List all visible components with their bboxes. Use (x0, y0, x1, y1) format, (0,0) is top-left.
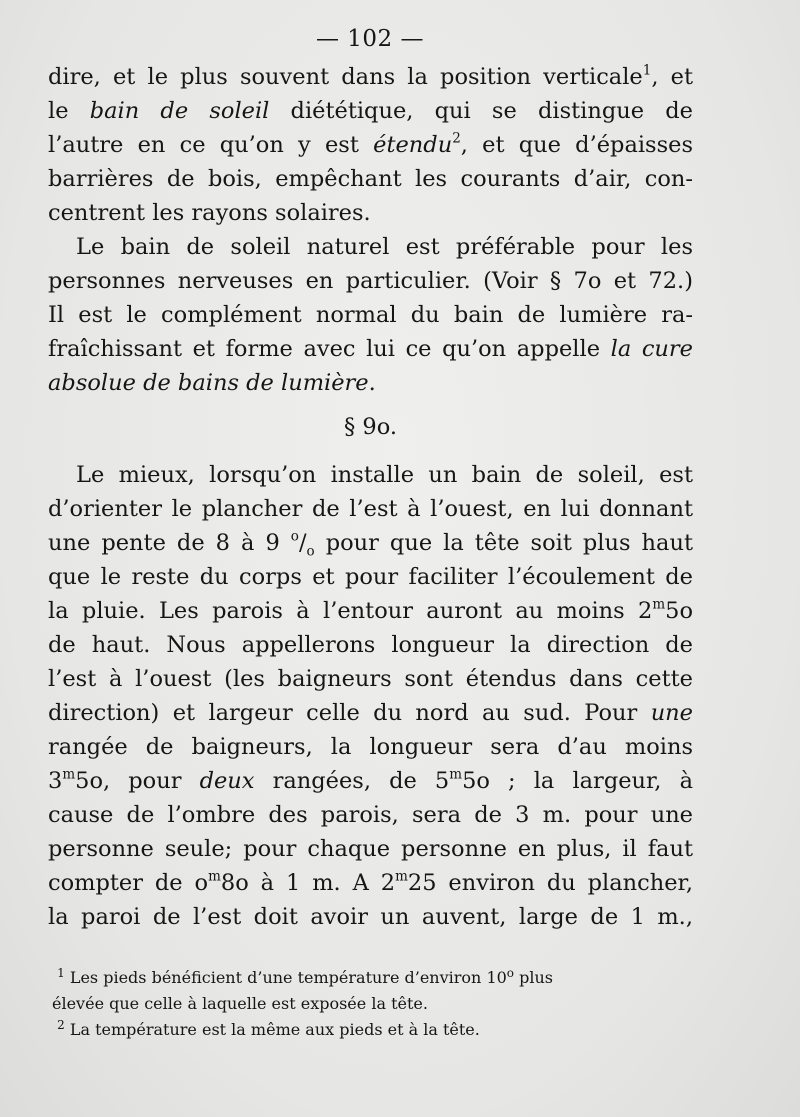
paragraph-2 (48, 230, 693, 400)
text-line: personne seule; pour chaque personne en plus, il faut (48, 836, 693, 862)
text-line: personnes nerveuses en particulier. (Voir § 7o et 72.) (48, 268, 693, 294)
text-line: une pente de 8 à 9 $^o/_o$ pour que la tête soit plus haut (48, 528, 693, 560)
text-line: Il est le complément normal du bain de lumière ra- (48, 302, 693, 328)
text-line: direction) et largeur celle du nord au sud. Pour une (48, 700, 693, 726)
paragraph-1 (48, 60, 693, 230)
text-line: la paroi de l’est doit avoir un auvent, large de 1 m., (48, 904, 693, 930)
text-line: que le reste du corps et pour faciliter l’écoulement de (48, 564, 693, 590)
text-line: rangée de baigneurs, la longueur sera d’au moins (48, 734, 693, 760)
text-line: cause de l’ombre des parois, sera de 3 m. pour une (48, 802, 693, 828)
paragraph-3 (48, 458, 693, 934)
text-line: l’autre en ce qu’on y est étendu$^2$, et que d’épaisses (48, 130, 694, 158)
text-line: centrent les rayons solaires. (48, 200, 371, 226)
italic-term: deux (199, 768, 255, 794)
footnotes (52, 965, 702, 1043)
text-line: l’est à l’ouest (les baigneurs sont étendus dans cette (48, 666, 693, 692)
footnote-2: $^2$ La température est la même aux pieds et à la tête. (57, 1018, 480, 1039)
italic-term: la cure (610, 336, 693, 362)
italic-term: étendu (373, 132, 453, 158)
text-line: barrières de bois, empêchant les courants d’air, con- (48, 166, 693, 192)
footnote-1: $^1$ Les pieds bénéficient d’une température d’environ 10$^o$ plus (57, 966, 553, 987)
text-line: 3$^m$5o, pour deux rangées, de 5$^m$5o ; la largeur, à (48, 766, 693, 794)
text-line: Le mieux, lorsqu’on installe un bain de soleil, est (76, 462, 693, 488)
text-line: fraîchissant et forme avec lui ce qu’on appelle la cure (48, 336, 693, 362)
text-line: la pluie. Les parois à l’entour auront au moins 2$^m$5o (48, 596, 693, 624)
italic-term: absolue de bains de lumière (48, 370, 369, 396)
text-line: le bain de soleil diététique, qui se distingue de (48, 98, 693, 124)
italic-term: une (650, 700, 693, 726)
section-heading: § 9o. (343, 414, 398, 440)
footnote-ref-1[interactable]: 1 (642, 62, 652, 79)
footnote-1-continued: élevée que celle à laquelle est exposée la tête. (52, 994, 428, 1013)
text-line: compter de $o^m8o$ à 1 m. A 2$^m$25 environ du plancher, (48, 868, 693, 896)
text-line: dire, et le plus souvent dans la position verticale$^1$, et (48, 62, 693, 90)
footnote-ref-2[interactable]: 2 (452, 130, 461, 147)
text-line: Le bain de soleil naturel est préférable pour les (76, 234, 693, 260)
body-text (48, 60, 693, 934)
text-line: d’orienter le plancher de l’est à l’ouest, en lui donnant (48, 496, 693, 522)
text-line: de haut. Nous appellerons longueur la direction de (48, 632, 693, 658)
page-number: — 102 — (315, 26, 425, 52)
italic-term: bain de soleil (89, 98, 270, 124)
text-line: absolue de bains de lumière. (48, 370, 376, 396)
